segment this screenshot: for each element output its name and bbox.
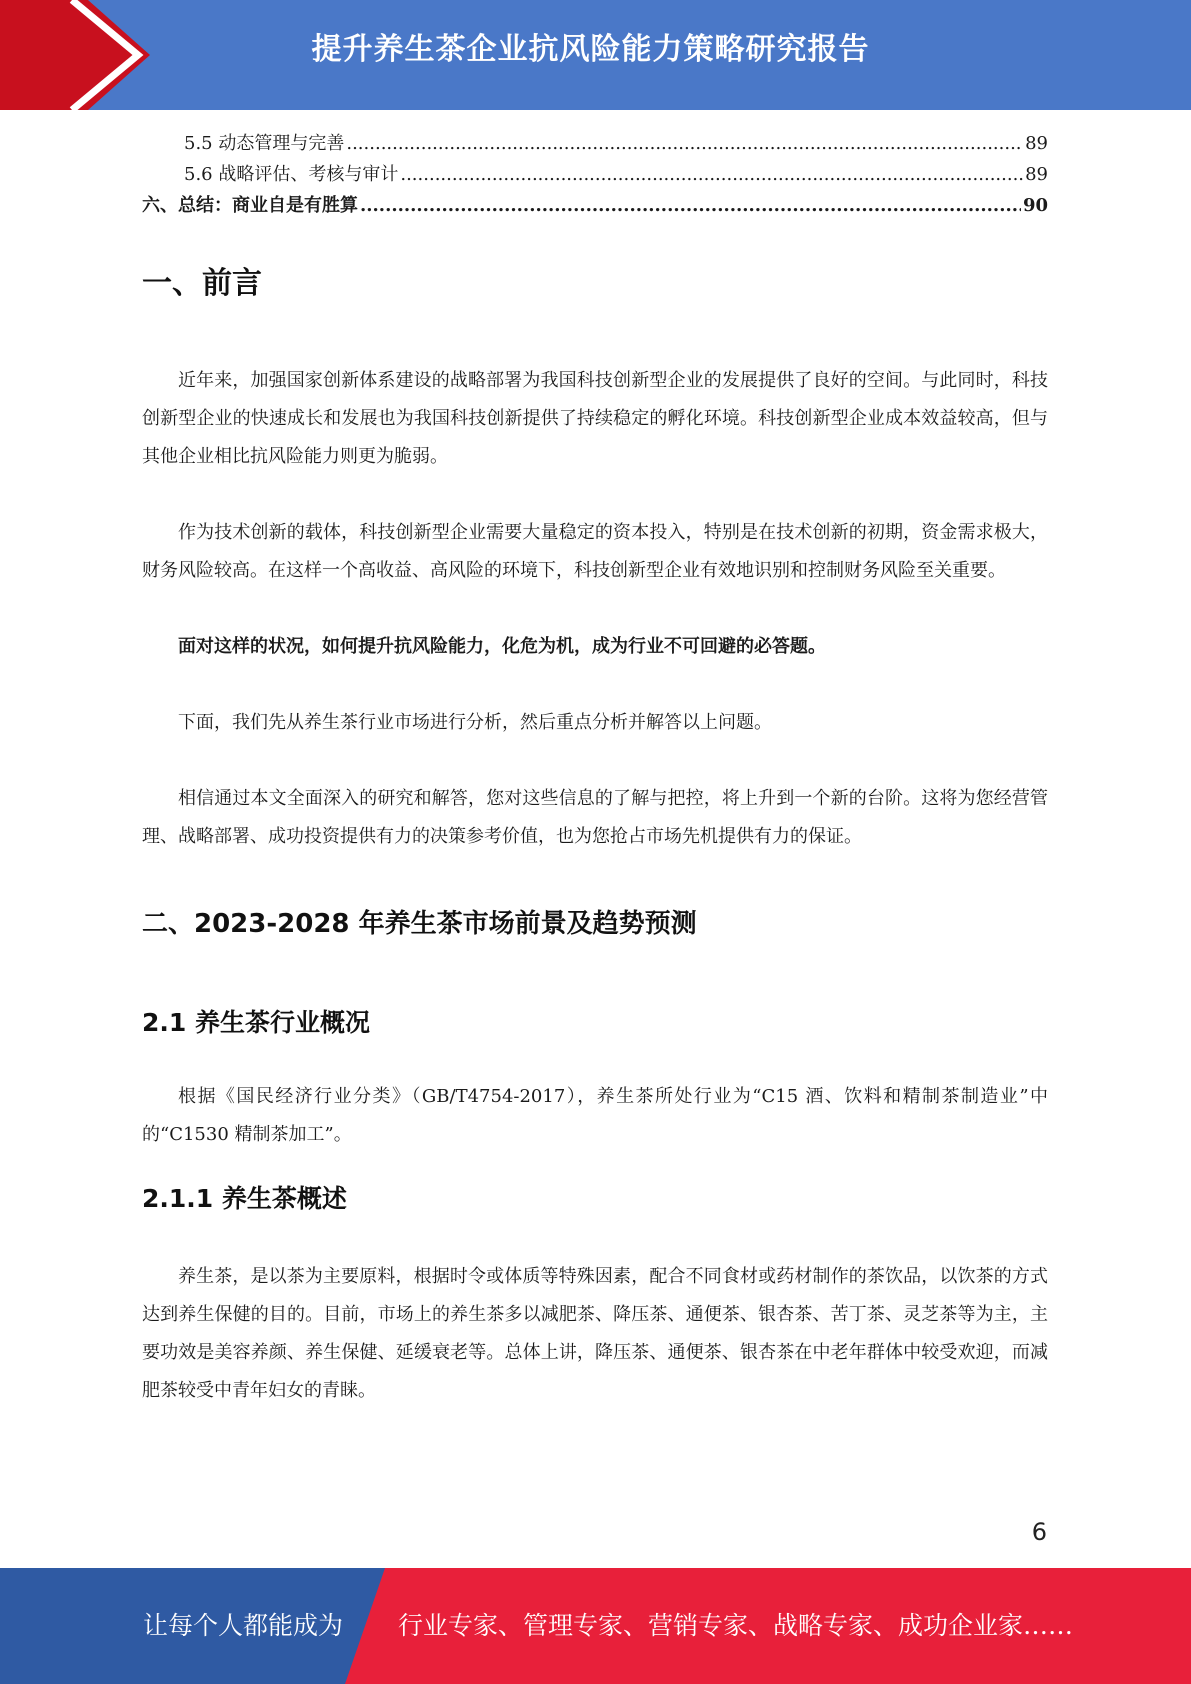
header-arrow-decoration [0, 0, 150, 110]
paragraph-emphasis: 面对这样的状况，如何提升抗风险能力，化危为机，成为行业不可回避的必答题。 [178, 636, 826, 657]
footer-slogan-left: 让每个人都能成为 [143, 1611, 344, 1640]
table-of-contents [142, 128, 1048, 221]
page-header [0, 0, 1191, 110]
toc-label: 5.6 战略评估、考核与审计 [184, 164, 399, 185]
toc-page: 90 [1022, 195, 1048, 216]
toc-label: 六、总结：商业自是有胜算 [142, 195, 358, 216]
paragraph: 根据《国民经济行业分类》（GB/T4754-2017），养生茶所处行业为“C15 酒、饮料和精制茶制造业”中的“C1530 精制茶加工”。 [142, 1086, 1048, 1145]
toc-leader [346, 128, 1023, 159]
section-heading-preface: 一、前言 [142, 266, 262, 301]
toc-row[interactable] [142, 190, 1048, 221]
header-title: 提升养生茶企业抗风险能力策略研究报告 [311, 32, 870, 67]
toc-row[interactable] [142, 128, 1048, 159]
paragraph: 作为技术创新的载体，科技创新型企业需要大量稳定的资本投入，特别是在技术创新的初期，资金需求极大，财务风险较高。在这样一个高收益、高风险的环境下，科技创新型企业有效地识别和控制财务风险至关重要。 [142, 522, 1048, 581]
toc-leader [360, 190, 1021, 221]
subsection-heading-summary: 2.1.1 养生茶概述 [142, 1184, 347, 1213]
main-content [142, 262, 1048, 1410]
subsection-heading-overview: 2.1 养生茶行业概况 [142, 1008, 370, 1037]
toc-page: 89 [1025, 133, 1048, 154]
toc-label: 5.5 动态管理与完善 [184, 133, 345, 154]
paragraph: 养生茶，是以茶为主要原料，根据时令或体质等特殊因素，配合不同食材或药材制作的茶饮品，以饮茶的方式达到养生保健的目的。目前，市场上的养生茶多以减肥茶、降压茶、通便茶、银杏茶、苦丁茶、灵芝茶等为主，主要功效是美容养颜、养生保健、延缓衰老等。总体上讲，降压茶、通便茶、银杏茶在中老年群体中较受欢迎，而减肥茶较受中青年妇女的青睐。 [142, 1266, 1048, 1401]
paragraph: 近年来，加强国家创新体系建设的战略部署为我国科技创新型企业的发展提供了良好的空间。与此同时，科技创新型企业的快速成长和发展也为我国科技创新提供了持续稳定的孵化环境。科技创新型企业成本效益较高，但与其他企业相比抗风险能力则更为脆弱。 [142, 370, 1048, 467]
page-footer [0, 1568, 1191, 1684]
page-number: 6 [1031, 1518, 1047, 1546]
toc-row[interactable] [142, 159, 1048, 190]
footer-slogan-right: 行业专家、管理专家、营销专家、战略专家、成功企业家…… [398, 1611, 1074, 1640]
paragraph: 下面，我们先从养生茶行业市场进行分析，然后重点分析并解答以上问题。 [178, 712, 772, 733]
toc-leader [400, 159, 1023, 190]
paragraph: 相信通过本文全面深入的研究和解答，您对这些信息的了解与把控，将上升到一个新的台阶。这将为您经营管理、战略部署、成功投资提供有力的决策参考价值，也为您抢占市场先机提供有力的保证。 [142, 788, 1048, 847]
toc-page: 89 [1025, 164, 1048, 185]
section-heading-forecast: 二、2023-2028 年养生茶市场前景及趋势预测 [142, 909, 697, 939]
